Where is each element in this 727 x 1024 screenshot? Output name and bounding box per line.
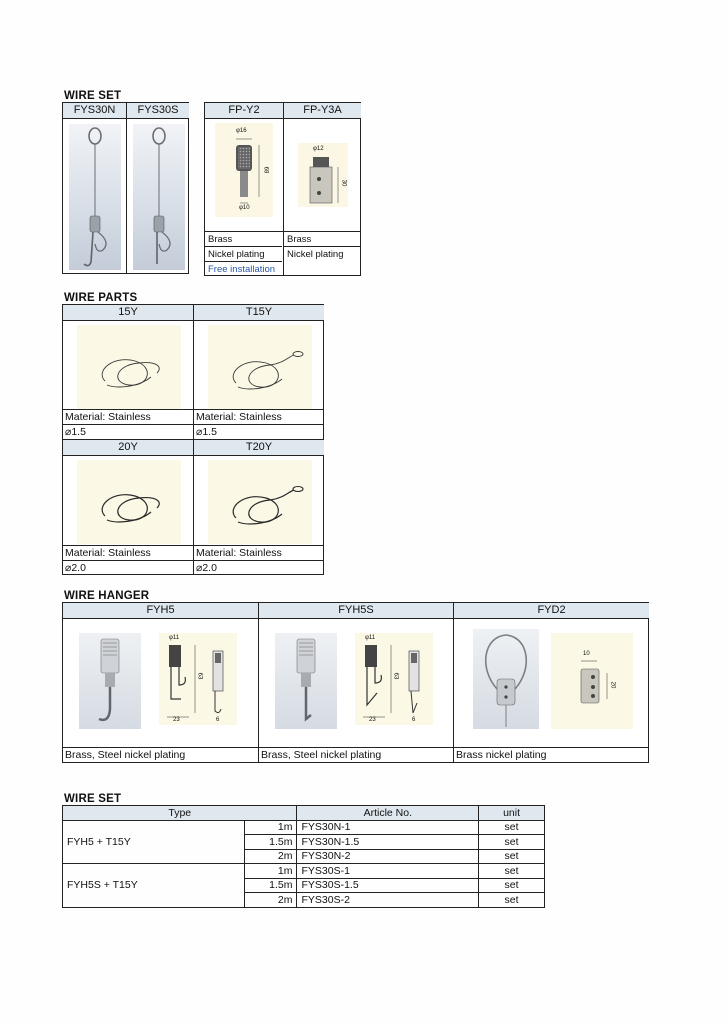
length-cell: 2m — [244, 849, 297, 864]
fyd2-dim-h: 20 — [609, 681, 616, 689]
article-cell: FYS30S-1.5 — [297, 878, 479, 893]
table-row — [63, 820, 545, 835]
part-t15y-material: Material: Stainless — [196, 411, 282, 423]
fyh5-dim-top: φ11 — [169, 635, 180, 641]
part-15y-material: Material: Stainless — [65, 411, 151, 423]
fyd2-dim-top: 10 — [583, 651, 590, 657]
fyh5s-dim-h: 63 — [392, 672, 399, 680]
fp-y2-dim-top: φ16 — [236, 128, 247, 134]
part-header-15y: 15Y — [63, 305, 193, 321]
wire-hanger-grid — [62, 602, 649, 763]
part-t20y-diameter: ⌀2.0 — [196, 562, 217, 574]
fp-y3a-drawing — [298, 143, 348, 207]
fyh5s-desc: Brass, Steel nickel plating — [261, 749, 382, 761]
fyh5s-photo — [275, 633, 337, 729]
fyd2-drawing — [551, 633, 633, 729]
article-cell: FYS30N-2 — [297, 849, 479, 864]
fyh5s-dim-w: 23 — [369, 717, 376, 723]
hanger-header-fyh5: FYH5 — [63, 603, 258, 619]
fp-y2-dim-side: 68 — [262, 166, 269, 174]
coil-t20y-image — [208, 460, 312, 544]
part-t15y-diameter: ⌀1.5 — [196, 426, 217, 438]
header-type: Type — [63, 806, 297, 821]
unit-cell: set — [479, 878, 545, 893]
part-t20y-material: Material: Stainless — [196, 547, 282, 559]
fyh5s-drawing — [355, 633, 433, 725]
section-title-wire-set-table: WIRE SET — [64, 793, 122, 805]
length-cell: 1m — [244, 820, 297, 835]
part-header-20y: 20Y — [63, 440, 193, 456]
fyh5s-dim-top: φ11 — [365, 635, 376, 641]
header-article: Article No. — [297, 806, 479, 821]
unit-cell: set — [479, 835, 545, 850]
fp-y2-dim-bottom: φ10 — [239, 205, 250, 211]
fyh5-dim-s: 6 — [216, 717, 220, 723]
fp-y3a-dim-side: 30 — [340, 179, 347, 187]
length-cell: 2m — [244, 893, 297, 908]
header-unit: unit — [479, 806, 545, 821]
article-cell: FYS30S-1 — [297, 864, 479, 879]
unit-cell: set — [479, 820, 545, 835]
part-header-t20y: T20Y — [194, 440, 324, 456]
coil-15y-image — [77, 325, 181, 409]
article-cell: FYS30S-2 — [297, 893, 479, 908]
fp-y3a-dim-top: φ12 — [313, 146, 324, 152]
unit-cell: set — [479, 849, 545, 864]
fys30s-photo — [133, 124, 185, 270]
fyh5-photo — [79, 633, 141, 729]
unit-cell: set — [479, 864, 545, 879]
coil-t15y-image — [208, 325, 312, 409]
fyh5-dim-w: 23 — [173, 717, 180, 723]
fyh5s-dim-s: 6 — [412, 717, 416, 723]
coil-20y-image — [77, 460, 181, 544]
col-header-fys30s: FYS30S — [127, 103, 189, 119]
type-cell: FYH5S + T15Y — [63, 864, 245, 908]
fp-y2-note: Free installation — [208, 264, 276, 275]
length-cell: 1.5m — [244, 835, 297, 850]
col-header-fys30n: FYS30N — [63, 103, 126, 119]
fp-y2-plating: Nickel plating — [208, 249, 265, 260]
article-cell: FYS30N-1.5 — [297, 835, 479, 850]
length-cell: 1m — [244, 864, 297, 879]
wire-set-table — [62, 805, 545, 908]
fyd2-desc: Brass nickel plating — [456, 749, 547, 761]
article-cell: FYS30N-1 — [297, 820, 479, 835]
fp-y2-drawing — [215, 123, 273, 217]
part-header-t15y: T15Y — [194, 305, 324, 321]
fyh5-dim-h: 63 — [196, 672, 203, 680]
section-title-wire-hanger: WIRE HANGER — [64, 590, 150, 602]
table-header-row — [63, 806, 545, 821]
col-header-fp-y3a: FP-Y3A — [284, 103, 361, 119]
part-20y-material: Material: Stainless — [65, 547, 151, 559]
fyd2-photo — [473, 629, 539, 729]
fp-y3a-material: Brass — [287, 234, 312, 245]
fys30n-photo — [69, 124, 121, 270]
table-row — [63, 864, 545, 879]
col-header-fp-y2: FP-Y2 — [205, 103, 283, 119]
fp-y2-material: Brass — [208, 234, 233, 245]
section-title-wire-parts: WIRE PARTS — [64, 292, 138, 304]
part-15y-diameter: ⌀1.5 — [65, 426, 86, 438]
hanger-header-fyd2: FYD2 — [454, 603, 649, 619]
fp-y3a-plating: Nickel plating — [287, 249, 344, 260]
fp-box — [204, 102, 361, 276]
wire-set-photos-box — [62, 102, 189, 274]
unit-cell: set — [479, 893, 545, 908]
length-cell: 1.5m — [244, 878, 297, 893]
part-20y-diameter: ⌀2.0 — [65, 562, 86, 574]
fyh5-drawing — [159, 633, 237, 725]
section-title-wire-set: WIRE SET — [64, 90, 122, 102]
hanger-header-fyh5s: FYH5S — [259, 603, 453, 619]
fyh5-desc: Brass, Steel nickel plating — [65, 749, 186, 761]
type-cell: FYH5 + T15Y — [63, 820, 245, 864]
wire-parts-grid — [62, 304, 324, 575]
